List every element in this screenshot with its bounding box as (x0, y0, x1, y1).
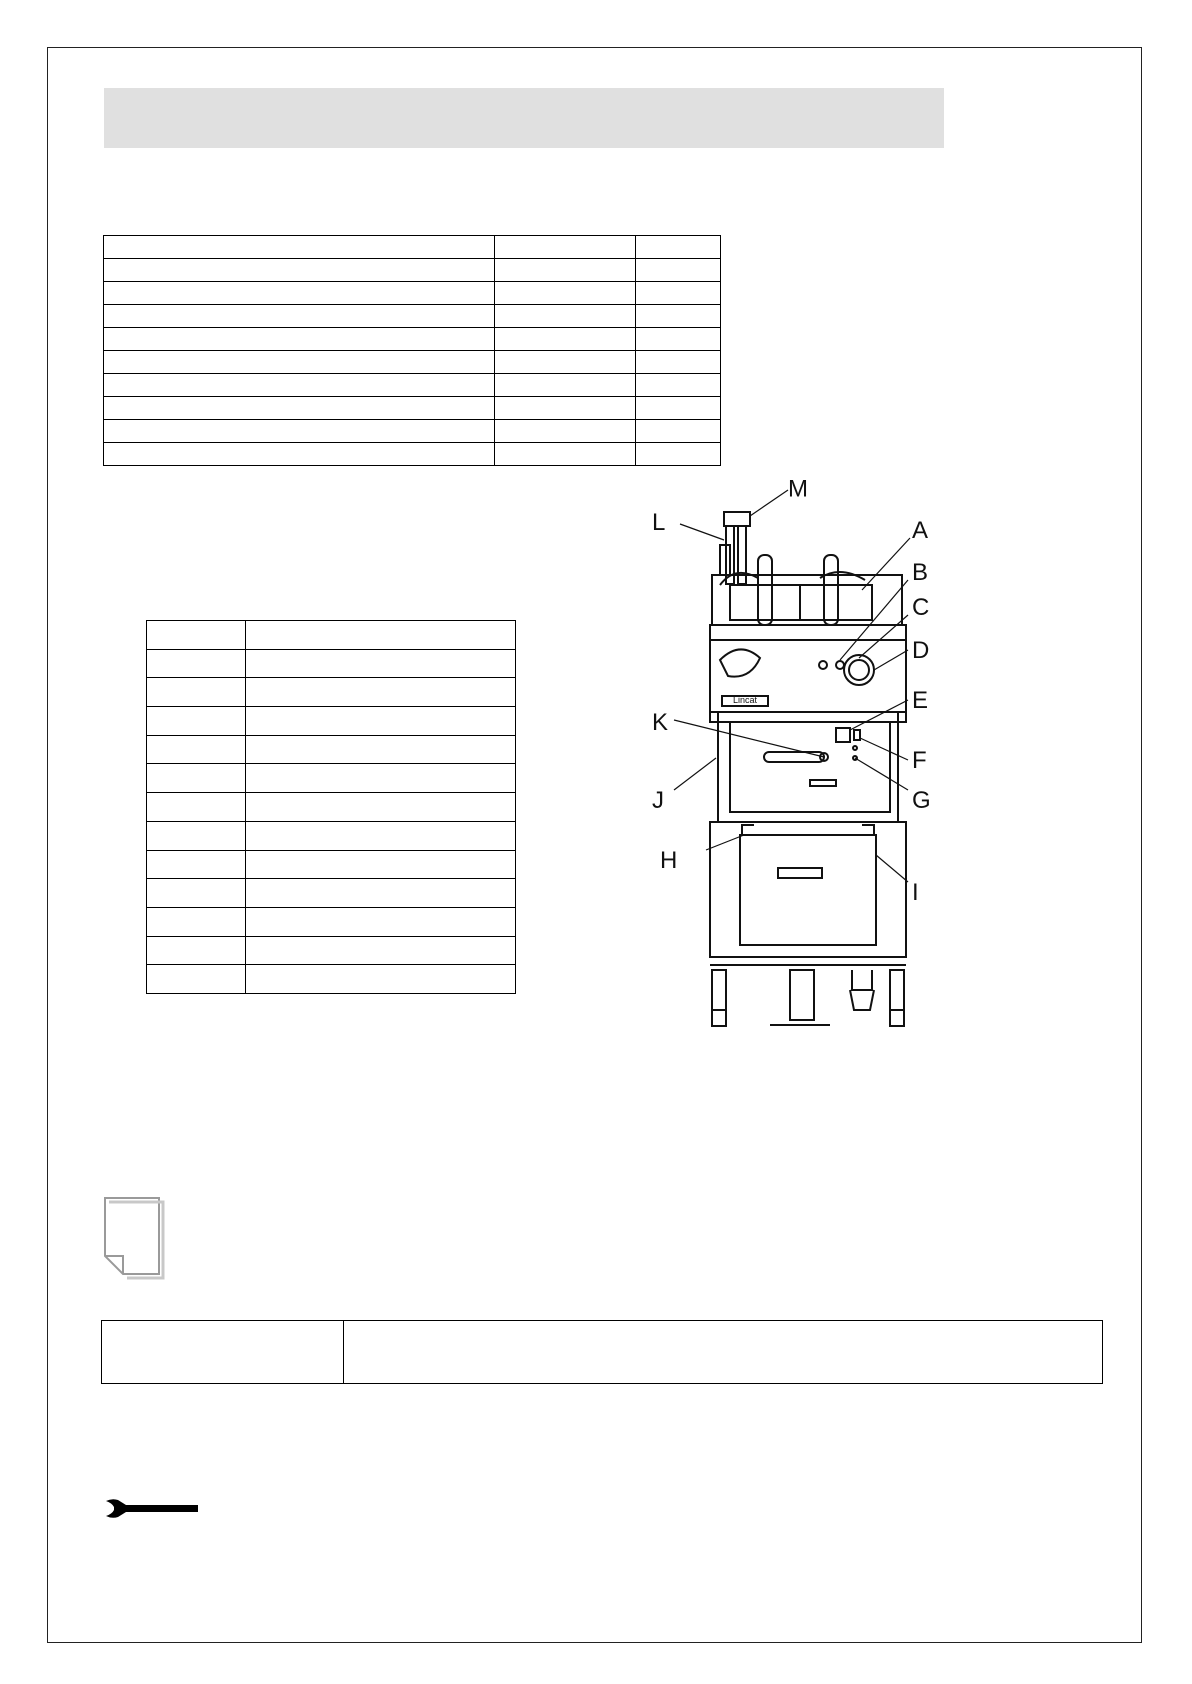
spec-cell (636, 374, 721, 397)
key-cell (246, 649, 516, 678)
spec-cell (495, 351, 636, 374)
diagram-label-h: H (660, 847, 678, 874)
spec-cell (636, 328, 721, 351)
brand-badge: Lincat (732, 695, 758, 705)
key-cell (246, 850, 516, 879)
note-page-icon (97, 1194, 163, 1278)
component-key-table (146, 620, 516, 994)
spec-row (104, 374, 721, 397)
key-cell (246, 793, 516, 822)
spec-cell (104, 420, 495, 443)
key-cell (147, 907, 246, 936)
key-cell (246, 735, 516, 764)
spec-row (104, 259, 721, 282)
spec-row (104, 443, 721, 466)
key-row (147, 764, 516, 793)
spec-cell (636, 443, 721, 466)
spec-cell (104, 374, 495, 397)
wrench-icon (104, 1496, 200, 1520)
spec-cell (636, 236, 721, 259)
spec-cell (636, 397, 721, 420)
spec-cell (636, 420, 721, 443)
spec-row (104, 420, 721, 443)
key-row (147, 678, 516, 707)
spec-cell (495, 420, 636, 443)
spec-row (104, 397, 721, 420)
key-row (147, 850, 516, 879)
key-cell (246, 678, 516, 707)
diagram-label-m: M (788, 475, 808, 503)
spec-cell (104, 236, 495, 259)
key-cell (147, 621, 246, 650)
spec-cell (495, 328, 636, 351)
key-cell (246, 707, 516, 736)
key-cell (246, 764, 516, 793)
diagram-label-i: I (912, 879, 919, 906)
spec-cell (495, 282, 636, 305)
key-cell (246, 907, 516, 936)
spec-cell (495, 443, 636, 466)
diagram-label-b: B (912, 559, 929, 586)
key-cell (246, 821, 516, 850)
key-row (147, 649, 516, 678)
key-cell (147, 850, 246, 879)
spec-cell (636, 259, 721, 282)
diagram-label-g: G (912, 787, 931, 814)
info-box-label-cell (102, 1321, 344, 1383)
diagram-label-c: C (912, 594, 930, 621)
key-cell (246, 936, 516, 965)
spec-cell (495, 397, 636, 420)
key-cell (246, 879, 516, 908)
diagram-label-j: J (652, 787, 664, 814)
key-row (147, 793, 516, 822)
diagram-label-e: E (912, 687, 929, 714)
key-cell (147, 965, 246, 994)
info-box (101, 1320, 1103, 1384)
key-row (147, 621, 516, 650)
spec-cell (104, 305, 495, 328)
spec-cell (104, 282, 495, 305)
key-row (147, 907, 516, 936)
diagram-label-d: D (912, 637, 930, 664)
fryer-front-diagram (640, 475, 980, 1070)
key-row (147, 965, 516, 994)
spec-cell (495, 236, 636, 259)
spec-cell (636, 282, 721, 305)
spec-row (104, 282, 721, 305)
spec-row (104, 351, 721, 374)
spec-row (104, 328, 721, 351)
key-row (147, 879, 516, 908)
spec-cell (636, 305, 721, 328)
spec-cell (104, 397, 495, 420)
info-box-content-cell (344, 1321, 1102, 1383)
diagram-label-f: F (912, 747, 927, 774)
spec-cell (495, 374, 636, 397)
key-row (147, 707, 516, 736)
key-cell (246, 621, 516, 650)
key-cell (147, 793, 246, 822)
spec-cell (104, 259, 495, 282)
diagram-label-k: K (652, 709, 669, 736)
key-cell (147, 936, 246, 965)
diagram-label-l: L (652, 509, 666, 536)
spec-cell (104, 351, 495, 374)
key-cell (147, 678, 246, 707)
spec-cell (104, 443, 495, 466)
key-cell (147, 821, 246, 850)
key-row (147, 821, 516, 850)
specification-table (103, 235, 721, 466)
section-title-bar (104, 88, 944, 148)
spec-row (104, 236, 721, 259)
spec-cell (495, 305, 636, 328)
key-cell (246, 965, 516, 994)
key-cell (147, 649, 246, 678)
spec-cell (636, 351, 721, 374)
key-row (147, 936, 516, 965)
diagram-label-a: A (912, 517, 929, 544)
spec-cell (495, 259, 636, 282)
key-cell (147, 707, 246, 736)
spec-cell (104, 328, 495, 351)
key-row (147, 735, 516, 764)
spec-row (104, 305, 721, 328)
key-cell (147, 735, 246, 764)
key-cell (147, 879, 246, 908)
key-cell (147, 764, 246, 793)
